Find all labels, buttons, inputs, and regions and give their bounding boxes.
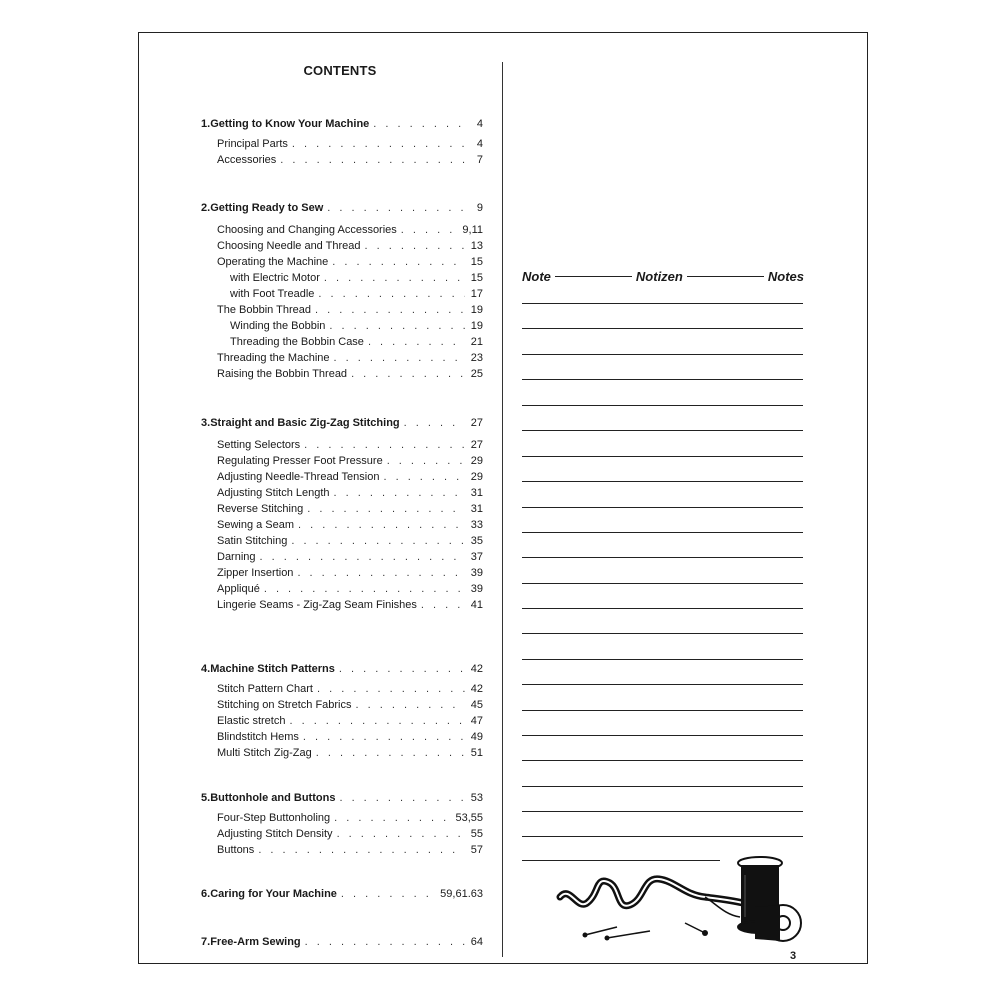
toc-entry (217, 729, 483, 745)
toc-entry-page: 13 (470, 240, 483, 252)
toc-entry-label: with Electric Motor (230, 272, 320, 284)
note-line[interactable] (522, 608, 803, 609)
toc-entry (217, 469, 483, 485)
toc-entry-label: Straight and Basic Zig-Zag Stitching (210, 417, 400, 429)
toc-entry (217, 565, 483, 581)
toc-entry-page: 15 (470, 256, 483, 268)
toc-section-2 (201, 200, 483, 216)
toc-entry-page: 59,61.63 (440, 888, 483, 900)
toc-entry-page: 55 (470, 828, 483, 840)
dot-leader (317, 681, 465, 697)
toc-entry-label: Buttonhole and Buttons (210, 792, 336, 804)
toc-entry-label: Getting to Know Your Machine (210, 118, 370, 130)
note-line[interactable] (522, 735, 803, 736)
dot-leader (401, 222, 459, 238)
dot-leader (421, 597, 465, 613)
toc-entry-page: 33 (470, 519, 483, 531)
toc-entry-label: Free-Arm Sewing (210, 936, 301, 948)
toc-entry (217, 597, 483, 613)
toc-entry-page: 42 (470, 683, 483, 695)
toc-entry (217, 302, 483, 318)
toc-entry-page: 49 (470, 731, 483, 743)
toc-entry (217, 713, 483, 729)
note-line[interactable] (522, 430, 803, 431)
toc-entry-page: 27 (470, 417, 483, 429)
toc-entry (217, 222, 483, 238)
note-line[interactable] (522, 456, 803, 457)
toc-entry-label: Threading the Bobbin Case (230, 336, 364, 348)
toc-entry-label: Setting Selectors (217, 439, 301, 451)
toc-entry-label: Accessories (217, 154, 277, 166)
toc-entry (217, 238, 483, 254)
dot-leader (337, 826, 465, 842)
note-line[interactable] (522, 303, 803, 304)
section-number: 3. (201, 417, 211, 429)
toc-entry (230, 286, 483, 302)
section-number: 4. (201, 663, 211, 675)
toc-entry-page: 4 (476, 138, 483, 150)
notes-label-notizen: Notizen (635, 268, 683, 284)
dot-leader (339, 790, 465, 806)
section-number: 1. (201, 118, 211, 130)
toc-entry-label: Darning (217, 551, 256, 563)
toc-entry-page: 25 (470, 368, 483, 380)
toc-entry (217, 810, 483, 826)
toc-entry (217, 453, 483, 469)
toc-entry-page: 64 (470, 936, 483, 948)
toc-entry (217, 485, 483, 501)
toc-entry-label: Adjusting Stitch Density (217, 828, 333, 840)
dot-leader (260, 549, 465, 565)
toc-entry (217, 549, 483, 565)
section-number: 2. (201, 202, 211, 214)
toc-entry-page: 35 (470, 535, 483, 547)
note-line[interactable] (522, 811, 803, 812)
toc-section-3 (201, 415, 483, 431)
note-line[interactable] (522, 481, 803, 482)
thread-spool-and-ribbon-illustration (555, 855, 805, 945)
toc-section-1 (201, 116, 483, 132)
toc-entry-page: 41 (470, 599, 483, 611)
toc-entry-label: Choosing Needle and Thread (217, 240, 361, 252)
toc-entry-label: Zipper Insertion (217, 567, 294, 579)
dot-leader (329, 318, 465, 334)
note-line[interactable] (522, 354, 803, 355)
toc-entry-label: Sewing a Seam (217, 519, 295, 531)
dot-leader (334, 350, 465, 366)
toc-entry-page: 57 (470, 844, 483, 856)
toc-section-6 (201, 886, 483, 902)
toc-entry-page: 42 (470, 663, 483, 675)
section-number: 7. (201, 936, 211, 948)
note-line[interactable] (522, 507, 803, 508)
toc-entry-page: 51 (470, 747, 483, 759)
toc-entry-page: 7 (476, 154, 483, 166)
toc-entry-label: Multi Stitch Zig-Zag (217, 747, 312, 759)
toc-section-7 (201, 934, 483, 950)
dot-leader (297, 565, 465, 581)
header-rule (687, 276, 764, 277)
toc-entry (217, 681, 483, 697)
note-line[interactable] (522, 659, 803, 660)
toc-entry-label: Regulating Presser Foot Pressure (217, 455, 383, 467)
dot-leader (264, 581, 465, 597)
toc-entry-label: Stitch Pattern Chart (217, 683, 313, 695)
toc-entry-label: Blindstitch Hems (217, 731, 299, 743)
dot-leader (303, 729, 465, 745)
toc-entry-label: Four-Step Buttonholing (217, 812, 331, 824)
dot-leader (318, 286, 465, 302)
header-rule (555, 276, 632, 277)
toc-entry-label: Threading the Machine (217, 352, 330, 364)
toc-entry-label: with Foot Treadle (230, 288, 315, 300)
note-line[interactable] (522, 836, 803, 837)
toc-entry (217, 366, 483, 382)
toc-entry-page: 19 (470, 320, 483, 332)
toc-entry-page: 37 (470, 551, 483, 563)
toc-entry (217, 501, 483, 517)
toc-entry-page: 31 (470, 503, 483, 515)
toc-entry-page: 39 (470, 583, 483, 595)
dot-leader (351, 366, 465, 382)
toc-entry-label: Operating the Machine (217, 256, 329, 268)
toc-entry-page: 29 (470, 471, 483, 483)
dot-leader (258, 842, 465, 858)
toc-entry (217, 745, 483, 761)
toc-entry (230, 270, 483, 286)
toc-entry (217, 826, 483, 842)
notes-label-notes: Notes (767, 268, 804, 284)
section-number: 5. (201, 792, 211, 804)
dot-leader (292, 136, 465, 152)
dot-leader (324, 270, 465, 286)
dot-leader (315, 302, 465, 318)
note-line[interactable] (522, 710, 803, 711)
dot-leader (339, 661, 465, 677)
toc-entry-label: Raising the Bobbin Thread (217, 368, 348, 380)
notes-header (522, 267, 804, 285)
toc-entry-page: 17 (470, 288, 483, 300)
toc-entry (217, 254, 483, 270)
dot-leader (298, 517, 465, 533)
toc-entry (217, 437, 483, 453)
note-line[interactable] (522, 786, 803, 787)
note-line[interactable] (522, 405, 803, 406)
dot-leader (327, 200, 465, 216)
toc-entry-label: Stitching on Stretch Fabrics (217, 699, 352, 711)
note-line[interactable] (522, 633, 803, 634)
note-line[interactable] (522, 328, 803, 329)
toc-section-5 (201, 790, 483, 806)
dot-leader (280, 152, 465, 168)
dot-leader (291, 533, 465, 549)
dot-leader (307, 501, 465, 517)
dot-leader (373, 116, 465, 132)
toc-entry-page: 29 (470, 455, 483, 467)
dot-leader (368, 334, 465, 350)
toc-entry-page: 9 (476, 202, 483, 214)
toc-entry-page: 4 (476, 118, 483, 130)
toc-entry-page: 15 (470, 272, 483, 284)
toc-entry-label: Adjusting Needle-Thread Tension (217, 471, 380, 483)
toc-entry-label: Caring for Your Machine (210, 888, 337, 900)
note-line[interactable] (522, 583, 803, 584)
toc-entry-label: Buttons (217, 844, 255, 856)
note-line[interactable] (522, 379, 803, 380)
dot-leader (383, 469, 465, 485)
toc-entry (217, 581, 483, 597)
toc-entry-page: 53 (470, 792, 483, 804)
section-number: 6. (201, 888, 211, 900)
dot-leader (341, 886, 436, 902)
toc-entry-page: 27 (470, 439, 483, 451)
toc-entry (217, 842, 483, 858)
toc-entry-page: 19 (470, 304, 483, 316)
toc-entry-label: Principal Parts (217, 138, 288, 150)
toc-entry-page: 23 (470, 352, 483, 364)
toc-entry-page: 9,11 (462, 224, 483, 236)
note-line[interactable] (522, 684, 803, 685)
note-line[interactable] (522, 557, 803, 558)
toc-entry-page: 39 (470, 567, 483, 579)
toc-entry-label: The Bobbin Thread (217, 304, 311, 316)
toc-entry (217, 136, 483, 152)
note-line[interactable] (522, 760, 803, 761)
toc-entry-label: Machine Stitch Patterns (210, 663, 335, 675)
toc-entry (217, 533, 483, 549)
toc-entry (217, 350, 483, 366)
toc-entry (217, 697, 483, 713)
dot-leader (365, 238, 465, 254)
toc-entry (230, 318, 483, 334)
notes-label-note: Note (522, 268, 551, 284)
dot-leader (404, 415, 465, 431)
toc-entry-page: 21 (470, 336, 483, 348)
note-line[interactable] (522, 532, 803, 533)
page-number: 3 (790, 950, 797, 962)
dot-leader (316, 745, 465, 761)
dot-leader (332, 254, 465, 270)
toc-entry-page: 45 (470, 699, 483, 711)
toc-entry-label: Winding the Bobbin (230, 320, 326, 332)
toc-entry (230, 334, 483, 350)
toc-entry (217, 517, 483, 533)
dot-leader (387, 453, 465, 469)
dot-leader (334, 810, 451, 826)
dot-leader (305, 934, 465, 950)
toc-entry (217, 152, 483, 168)
toc-entry-label: Lingerie Seams - Zig-Zag Seam Finishes (217, 599, 417, 611)
contents-title: CONTENTS (303, 63, 377, 78)
toc-entry-label: Choosing and Changing Accessories (217, 224, 397, 236)
toc-entry-label: Reverse Stitching (217, 503, 304, 515)
toc-entry-label: Elastic stretch (217, 715, 286, 727)
toc-entry-label: Satin Stitching (217, 535, 288, 547)
dot-leader (356, 697, 465, 713)
dot-leader (334, 485, 465, 501)
toc-entry-label: Adjusting Stitch Length (217, 487, 330, 499)
dot-leader (289, 713, 465, 729)
toc-entry-page: 47 (470, 715, 483, 727)
toc-entry-label: Getting Ready to Sew (210, 202, 324, 214)
toc-entry-page: 31 (470, 487, 483, 499)
toc-entry-page: 53,55 (455, 812, 483, 824)
toc-section-4 (201, 661, 483, 677)
toc-entry-label: Appliqué (217, 583, 260, 595)
dot-leader (304, 437, 465, 453)
